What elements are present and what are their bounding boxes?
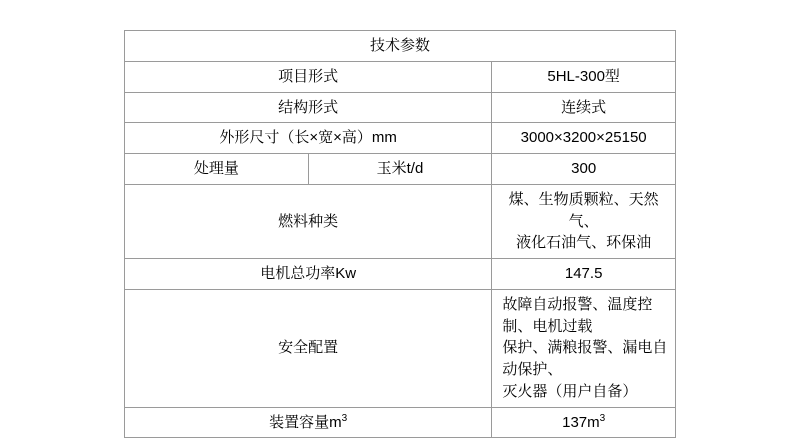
safety-config-line-1: 故障自动报警、温度控制、电机过载 <box>502 295 653 335</box>
table-row <box>125 184 676 258</box>
row-label-fuel-type: 燃料种类 <box>125 184 492 258</box>
table-row <box>125 154 676 185</box>
row-value-motor-power: 147.5 <box>492 259 676 290</box>
table-row <box>125 289 676 407</box>
device-volume-value-exponent: 3 <box>599 412 606 424</box>
table-row <box>125 61 676 92</box>
row-value-safety-config <box>492 289 676 407</box>
device-volume-label-exponent: 3 <box>341 412 348 424</box>
device-volume-label-text: 装置容量m <box>269 413 342 431</box>
row-label-structure-type: 结构形式 <box>125 92 492 123</box>
technical-parameters-table <box>124 30 676 438</box>
row-value-capacity: 300 <box>492 154 676 185</box>
row-label-device-volume <box>125 407 492 438</box>
row-value-device-volume <box>492 407 676 438</box>
spec-table-container <box>124 30 676 438</box>
fuel-type-line-1: 煤、生物质颗粒、天然气、 <box>508 190 659 230</box>
table-row <box>125 92 676 123</box>
table-row <box>125 259 676 290</box>
row-value-dimensions: 3000×3200×25150 <box>492 123 676 154</box>
safety-config-line-3: 灭火器（用户自备） <box>502 382 638 400</box>
row-value-project-type: 5HL-300型 <box>492 61 676 92</box>
row-label-project-type: 项目形式 <box>125 61 492 92</box>
device-volume-value-text: 137m <box>562 413 600 431</box>
safety-config-line-2: 保护、满粮报警、漏电自动保护、 <box>502 339 668 378</box>
row-label-safety-config: 安全配置 <box>125 289 492 407</box>
row-value-structure-type: 连续式 <box>492 92 676 123</box>
table-row <box>125 123 676 154</box>
table-row <box>125 407 676 438</box>
row-sublabel-capacity-unit: 玉米t/d <box>308 154 492 185</box>
fuel-type-line-2: 液化石油气、环保油 <box>516 234 652 252</box>
row-value-fuel-type <box>492 184 676 258</box>
table-row <box>125 31 676 62</box>
table-title: 技术参数 <box>125 31 676 62</box>
row-label-motor-power: 电机总功率Kw <box>125 259 492 290</box>
row-label-dimensions: 外形尺寸（长×宽×高）mm <box>125 123 492 154</box>
row-label-capacity: 处理量 <box>125 154 309 185</box>
